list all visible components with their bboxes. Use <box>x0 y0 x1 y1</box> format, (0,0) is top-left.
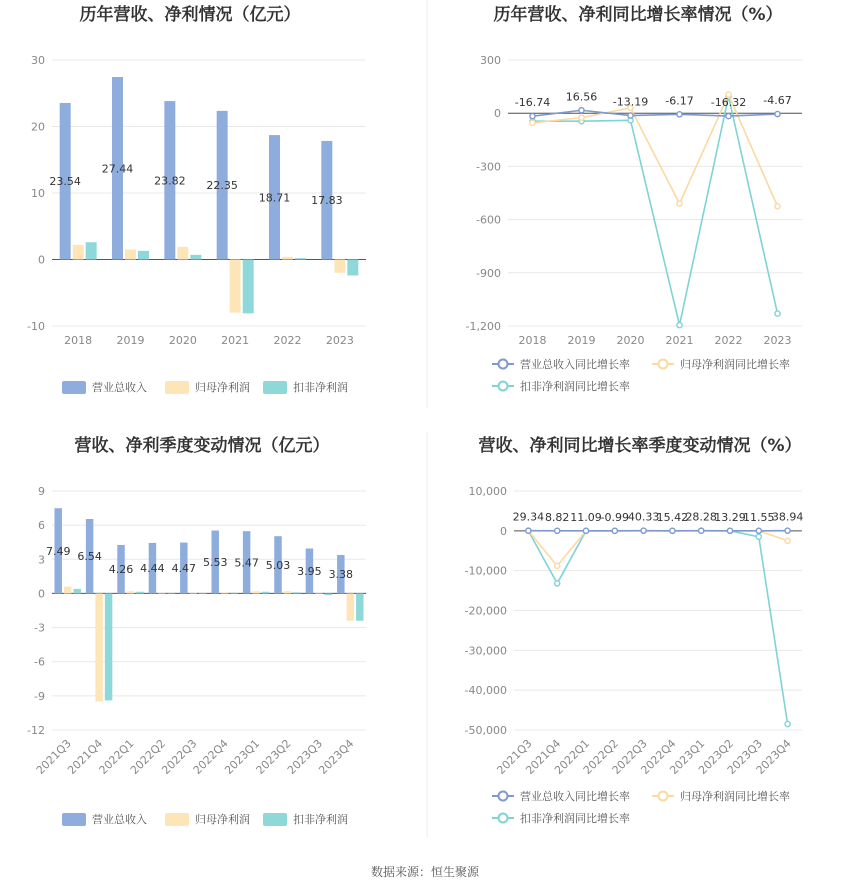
bar-value-label: 3.38 <box>328 568 354 582</box>
legend-label: 营业总收入同比增长率 <box>520 790 630 803</box>
line-point <box>775 111 780 116</box>
annual-growth-panel <box>466 4 802 393</box>
x-tick-label: 2021Q3 <box>33 736 74 777</box>
bar-value-label: 5.47 <box>234 556 259 570</box>
x-tick-label: 2022Q2 <box>127 736 169 777</box>
bar <box>64 587 71 594</box>
y-tick-label: 0 <box>38 587 45 601</box>
bar <box>136 592 143 594</box>
line-point <box>628 113 633 118</box>
bar-value-label: 7.49 <box>45 544 71 558</box>
legend-label: 扣非净利润 <box>293 813 348 826</box>
legend-swatch <box>62 381 86 394</box>
bar <box>168 593 175 594</box>
bar <box>73 245 84 260</box>
legend-label: 扣非净利润同比增长率 <box>520 380 630 393</box>
legend-label: 归母净利润 <box>195 381 250 394</box>
legend-swatch <box>165 813 189 826</box>
y-tick-label: -900 <box>476 266 501 280</box>
bar-value-label: 23.54 <box>49 175 81 189</box>
bar <box>95 593 102 701</box>
line-point <box>775 204 780 209</box>
line-value-label: -4.67 <box>763 94 792 108</box>
x-tick-label: 2021Q4 <box>523 736 564 777</box>
quarterly-growth-panel <box>465 435 804 825</box>
line-value-label: 11.55 <box>743 510 775 524</box>
series-line <box>528 531 787 724</box>
line-point <box>641 528 646 533</box>
y-tick-label: 20 <box>31 120 45 134</box>
y-tick-label: -1,200 <box>465 320 501 333</box>
bar-value-label: 4.26 <box>108 563 134 577</box>
bar-value-label: 4.47 <box>171 561 197 575</box>
legend-dot-marker <box>659 360 668 369</box>
y-tick-label: 0 <box>494 107 501 121</box>
x-tick-label: 2021 <box>665 334 694 347</box>
x-tick-label: 2022 <box>714 334 743 347</box>
bar <box>190 593 197 594</box>
line-point <box>526 528 531 533</box>
line-point <box>612 528 617 533</box>
x-tick-label: 2023Q3 <box>724 736 765 777</box>
line-value-label: -6.17 <box>665 94 694 108</box>
bar <box>86 242 97 259</box>
x-tick-label: 2023Q4 <box>316 736 357 777</box>
x-tick-label: 2023Q2 <box>696 736 737 777</box>
bar <box>295 258 306 259</box>
bar <box>230 260 241 313</box>
line-point <box>677 201 682 206</box>
x-tick-label: 2021Q3 <box>494 736 535 777</box>
bar <box>284 591 291 593</box>
bar-value-label: 23.82 <box>154 174 186 188</box>
legend-label: 营业总收入 <box>92 813 147 826</box>
bar-value-label: 3.95 <box>297 564 322 578</box>
legend-label: 归母净利润同比增长率 <box>680 790 790 803</box>
line-value-label: 29.34 <box>512 510 545 524</box>
quarterly-amounts-panel <box>27 435 366 826</box>
x-tick-label: 2023Q1 <box>222 736 263 777</box>
line-value-label: -16.74 <box>514 96 551 110</box>
x-tick-label: 2023Q4 <box>753 736 794 777</box>
y-tick-label: -50,000 <box>464 724 507 737</box>
y-tick-label: -30,000 <box>464 644 507 658</box>
annual-growth-title: 历年营收、净利同比增长率情况（%） <box>493 5 783 25</box>
series-line <box>528 531 787 566</box>
bar <box>73 589 80 594</box>
line-point <box>583 528 588 533</box>
y-tick-label: -12 <box>27 724 45 737</box>
bar <box>293 592 300 593</box>
legend-label: 扣非净利润 <box>293 381 348 394</box>
bar <box>243 260 254 314</box>
line-value-label: 28.28 <box>685 510 717 524</box>
x-tick-label: 2020 <box>616 334 645 347</box>
line-point <box>530 114 535 119</box>
bar <box>199 593 206 594</box>
bar-value-label: 5.53 <box>202 555 228 569</box>
legend-dot-marker <box>499 382 508 391</box>
bar-value-label: 5.03 <box>265 558 291 572</box>
legend-swatch <box>165 381 189 394</box>
y-tick-label: -20,000 <box>464 604 507 618</box>
x-tick-label: 2021Q4 <box>65 736 106 777</box>
bar <box>325 593 332 595</box>
data-source-note: 数据来源：恒生聚源 <box>370 865 480 879</box>
line-point <box>670 528 675 533</box>
y-tick-label: 0 <box>38 253 45 267</box>
bar <box>315 593 322 594</box>
line-value-label: 13.29 <box>714 510 746 524</box>
bar <box>347 260 358 276</box>
y-tick-label: -9 <box>34 689 45 703</box>
bar <box>334 260 345 273</box>
x-tick-label: 2022Q3 <box>609 736 650 777</box>
legend-label: 归母净利润 <box>195 813 250 826</box>
x-tick-label: 2023Q1 <box>667 736 708 777</box>
bar <box>282 257 293 260</box>
line-value-label: -0.99 <box>600 510 630 524</box>
annual-amounts-panel <box>27 4 366 394</box>
legend-swatch <box>263 381 287 394</box>
bar <box>158 593 165 594</box>
y-tick-label: -300 <box>476 160 501 174</box>
bar <box>125 250 136 260</box>
y-tick-label: 300 <box>480 54 501 67</box>
line-point <box>756 528 761 533</box>
line-value-label: 38.94 <box>771 510 804 524</box>
y-tick-label: -40,000 <box>464 684 507 698</box>
bar <box>252 591 259 593</box>
line-value-label: 16.56 <box>565 90 598 104</box>
legend-label: 扣非净利润同比增长率 <box>520 812 630 825</box>
line-point <box>555 563 560 568</box>
line-point <box>785 528 790 533</box>
y-tick-label: 10 <box>31 187 45 200</box>
y-tick-label: 0 <box>500 524 507 538</box>
bar-value-label: 22.35 <box>206 179 238 193</box>
line-point <box>579 115 584 120</box>
line-point <box>785 721 790 726</box>
x-tick-label: 2022Q2 <box>580 736 621 777</box>
bar <box>262 592 269 594</box>
x-tick-label: 2018 <box>64 334 93 347</box>
bar <box>105 593 112 700</box>
line-point <box>579 108 584 113</box>
y-tick-label: 6 <box>38 519 45 533</box>
annual-amounts-title: 历年营收、净利情况（亿元） <box>79 5 301 25</box>
x-tick-label: 2022 <box>273 334 302 347</box>
bar <box>127 591 134 593</box>
bar-value-label: 6.54 <box>77 550 102 564</box>
line-value-label: 8.82 <box>544 510 570 524</box>
line-point <box>727 528 732 533</box>
y-tick-label: 30 <box>31 54 45 67</box>
legend-label: 营业总收入同比增长率 <box>520 358 630 371</box>
line-value-label: -13.19 <box>612 95 649 109</box>
bar-value-label: 4.44 <box>140 562 165 576</box>
x-tick-label: 2020 <box>168 334 197 347</box>
legend-swatch <box>62 813 86 826</box>
line-value-label: 40.33 <box>627 510 660 524</box>
line-point <box>726 113 731 118</box>
x-tick-label: 2022Q1 <box>96 736 137 777</box>
x-tick-label: 2018 <box>518 334 547 347</box>
y-tick-label: -10,000 <box>464 564 507 578</box>
y-tick-label: 9 <box>38 485 45 498</box>
x-tick-label: 2022Q4 <box>638 736 679 777</box>
legend-label: 营业总收入 <box>92 381 147 394</box>
y-tick-label: -3 <box>34 621 45 635</box>
legend-swatch <box>263 813 287 826</box>
x-tick-label: 2023Q2 <box>253 736 294 777</box>
bar-value-label: 27.44 <box>101 162 134 176</box>
y-tick-label: -10 <box>27 320 45 333</box>
bar <box>177 247 188 260</box>
line-value-label: 15.42 <box>656 510 689 524</box>
y-tick-label: 3 <box>38 553 45 567</box>
line-value-label: -16.32 <box>710 96 747 110</box>
bar <box>221 592 228 593</box>
quarterly-growth-title: 营收、净利同比增长率季度变动情况（%） <box>478 436 802 456</box>
x-tick-label: 2023Q3 <box>284 736 326 777</box>
line-point <box>677 323 682 328</box>
bar <box>356 593 363 620</box>
x-tick-label: 2023 <box>325 334 354 347</box>
x-tick-label: 2022Q3 <box>159 736 200 777</box>
x-tick-label: 2019 <box>116 334 145 347</box>
x-tick-label: 2022Q4 <box>190 736 231 777</box>
bar <box>347 593 354 620</box>
line-point <box>775 311 780 316</box>
quarterly-amounts-title: 营收、净利季度变动情况（亿元） <box>74 436 330 456</box>
line-point <box>785 538 790 543</box>
legend-label: 归母净利润同比增长率 <box>680 358 790 371</box>
legend-dot-marker <box>499 360 508 369</box>
x-tick-label: 2022Q1 <box>552 736 593 777</box>
y-tick-label: 10,000 <box>468 485 507 498</box>
legend-dot-marker <box>659 792 668 801</box>
series-line <box>533 96 778 325</box>
bar-value-label: 18.71 <box>258 191 291 205</box>
bar <box>230 593 237 594</box>
bar <box>190 255 201 260</box>
x-tick-label: 2023 <box>763 334 792 347</box>
x-tick-label: 2019 <box>567 334 596 347</box>
y-tick-label: -600 <box>476 213 501 227</box>
line-point <box>530 120 535 125</box>
line-value-label: 11.09 <box>570 510 602 524</box>
line-point <box>677 112 682 117</box>
line-point <box>555 581 560 586</box>
bar-value-label: 17.83 <box>311 194 343 208</box>
line-point <box>756 534 761 539</box>
bar <box>138 251 149 260</box>
x-tick-label: 2021 <box>221 334 250 347</box>
legend-dot-marker <box>499 814 508 823</box>
y-tick-label: -6 <box>34 655 45 669</box>
line-point <box>699 528 704 533</box>
line-point <box>555 528 560 533</box>
legend-dot-marker <box>499 792 508 801</box>
